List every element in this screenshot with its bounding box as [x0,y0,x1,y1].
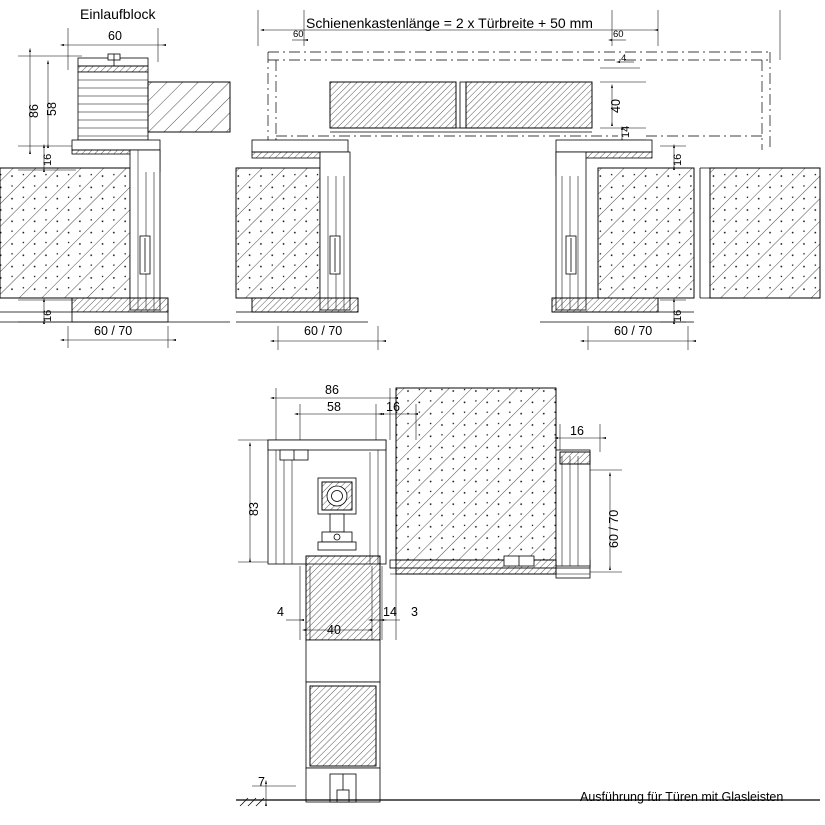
dim-b-16a: 16 [386,400,400,414]
title-schienenkastenlaenge: Schienenkastenlänge = 2 x Türbreite + 50 mm [306,15,593,31]
dim-b-3: 3 [411,605,418,619]
title-einlaufblock: Einlaufblock [80,6,156,22]
dim-tl-6070: 60 / 70 [94,324,133,338]
dim-tc-60-right: 60 [613,29,624,40]
dim-b-7: 7 [258,775,265,789]
dim-b-40: 40 [327,623,341,637]
dim-b-14: 14 [383,605,397,619]
dim-b-6070: 60 / 70 [607,509,621,548]
dim-tc-16-right: 16 [672,309,684,322]
dim-tl-16a: 16 [42,153,54,166]
dim-tl-58: 58 [45,102,59,116]
dim-tc-6070-left: 60 / 70 [304,324,343,338]
dim-tc-4: 4 [621,53,627,64]
dim-tl-60: 60 [108,29,122,43]
footer-note: Ausführung für Türen mit Glasleisten [580,790,784,804]
dim-tc-60-left: 60 [293,29,304,40]
dim-tc-16: 16 [672,153,684,166]
dim-b-16b: 16 [570,424,584,438]
dim-tc-40: 40 [609,99,623,113]
dim-b-4: 4 [277,605,284,619]
dim-tc-14: 14 [620,125,632,138]
dim-b-86: 86 [325,383,339,397]
dim-b-58: 58 [327,400,341,414]
dim-tc-6070-right: 60 / 70 [614,324,653,338]
dim-tl-16b: 16 [42,309,54,322]
dim-b-83: 83 [247,502,261,516]
dim-tl-86: 86 [27,104,41,118]
